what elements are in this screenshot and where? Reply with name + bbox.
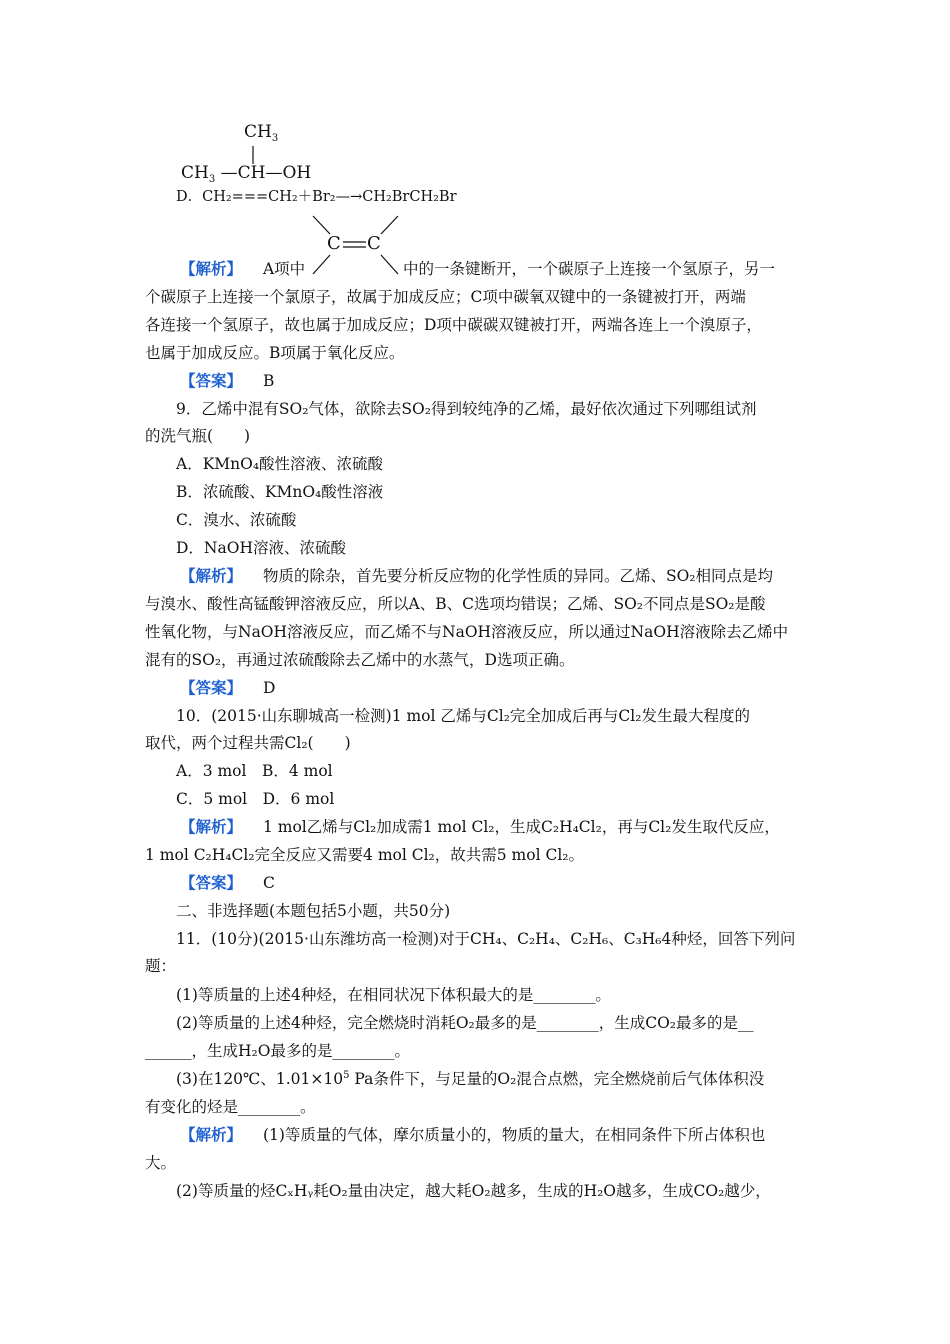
- analysis-tag: 【解析】: [180, 566, 243, 585]
- q9-stem-line1: 9．乙烯中混有SO₂气体，欲除去SO₂得到较纯净的乙烯，最好依次通过下列哪组试剂: [176, 400, 757, 418]
- alkene-carbon-left: C: [327, 233, 341, 254]
- alkene-bond-upper-left: [313, 216, 330, 234]
- q9-answer: 【答案】 D: [180, 678, 276, 697]
- alkene-bond-upper-right: [381, 216, 398, 234]
- answer-tag: 【答案】: [180, 678, 243, 697]
- section-heading: 二、非选择题(本题包括5小题，共50分): [176, 902, 451, 920]
- q8-analysis-line1: 【解析】 A项中: [180, 259, 306, 278]
- q9-option-d: D．NaOH溶液、浓硫酸: [176, 539, 346, 557]
- q9-option-a: A．KMnO₄酸性溶液、浓硫酸: [176, 455, 384, 473]
- q8-analysis-line4: 也属于加成反应。B项属于氧化反应。: [145, 344, 405, 362]
- q10-stem-line2: 取代，两个过程共需Cl₂( ): [145, 734, 351, 752]
- structure-ch3-top: $CH_3$: [244, 122, 279, 144]
- q8-analysis-line2: 个碳原子上连接一个氯原子，故属于加成反应；C项中碳氧双键中的一条键被打开，两端: [145, 288, 746, 306]
- analysis-tag: 【解析】: [180, 1125, 243, 1144]
- q11-part2-line1: (2)等质量的上述4种烃，完全燃烧时消耗O₂最多的是________，生成CO₂最多的是__: [176, 1014, 754, 1032]
- q9-stem-line2: 的洗气瓶( ): [145, 427, 251, 445]
- q11-analysis-line1: 【解析】 (1)等质量的气体，摩尔质量小的，物质的量大，在相同条件下所占体积也: [180, 1125, 766, 1144]
- q8-analysis-line3: 各连接一个氢原子，故也属于加成反应；D项中碳碳双键被打开，两端各连上一个溴原子，: [145, 316, 762, 334]
- analysis-tag: 【解析】: [180, 817, 243, 836]
- q8-analysis-line1-cont: 中的一条键断开，一个碳原子上连接一个氢原子，另一: [403, 260, 776, 278]
- q10-stem-line1: 10．(2015·山东聊城高一检测)1 mol 乙烯与Cl₂完全加成后再与Cl₂发生最大程度的: [176, 707, 750, 725]
- answer-tag: 【答案】: [180, 371, 243, 390]
- q9-analysis-line4: 混有的SO₂，再通过浓硫酸除去乙烯中的水蒸气，D选项正确。: [145, 651, 575, 669]
- q10-analysis-line2: 1 mol C₂H₄Cl₂完全反应又需要4 mol Cl₂，故共需5 mol Cl₂。: [145, 846, 585, 864]
- q9-option-c: C．溴水、浓硫酸: [176, 511, 297, 529]
- analysis-tag: 【解析】: [180, 259, 243, 278]
- q10-analysis-line1: 【解析】 1 mol乙烯与Cl₂加成需1 mol Cl₂，生成C₂H₄Cl₂，再与Cl₂发生取代反应，: [180, 817, 780, 836]
- answer-tag: 【答案】: [180, 873, 243, 892]
- q11-part3-line2: 有变化的烃是________。: [145, 1098, 316, 1116]
- q11-stem-line2: 题：: [145, 957, 177, 975]
- bond-lines: [0, 0, 950, 300]
- q11-part1: (1)等质量的上述4种烃，在相同状况下体积最大的是________。: [176, 986, 611, 1004]
- q11-analysis-line2: 大。: [145, 1154, 177, 1172]
- q10-answer: 【答案】 C: [180, 873, 275, 892]
- q9-option-b: B．浓硫酸、KMnO₄酸性溶液: [176, 483, 384, 501]
- q9-analysis-line1: 【解析】 物质的除杂，首先要分析反应物的化学性质的异同。乙烯、SO₂相同点是均: [180, 566, 773, 585]
- alkene-bond-lower-right: [381, 255, 398, 274]
- q10-options-row2: C．5 mol D．6 mol: [176, 790, 335, 808]
- option-d-equation: D．CH₂===CH₂＋Br₂—→CH₂BrCH₂Br: [176, 189, 457, 205]
- q10-options-row1: A．3 mol B．4 mol: [176, 762, 333, 780]
- alkene-bond-lower-left: [313, 255, 330, 274]
- q8-answer: 【答案】 B: [180, 371, 275, 390]
- alkene-carbon-right: C: [367, 233, 381, 254]
- structure-main-chain: $CH_3$ —CH—OH: [181, 163, 312, 185]
- q11-stem-line1: 11．(10分)(2015·山东潍坊高一检测)对于CH₄、C₂H₄、C₂H₆、C₃H₆4种烃，回答下列问: [176, 930, 796, 948]
- q9-analysis-line3: 性氧化物，与NaOH溶液反应，而乙烯不与NaOH溶液反应，所以通过NaOH溶液除去乙烯中: [145, 623, 789, 641]
- q9-analysis-line2: 与溴水、酸性高锰酸钾溶液反应，所以A、B、C选项均错误；乙烯、SO₂不同点是SO₂是酸: [145, 595, 766, 613]
- q11-part3-line1: (3)在120℃、$1.01\times 10^5$ Pa条件下，与足量的O₂混合点燃，完全燃烧前后气体体积没: [176, 1070, 765, 1088]
- q11-analysis-line3: (2)等质量的烃CₓHᵧ耗O₂量由决定，越大耗O₂越多，生成的H₂O越多，生成CO₂越少，: [176, 1182, 771, 1200]
- q11-part2-line2: ______，生成H₂O最多的是________。: [145, 1042, 410, 1060]
